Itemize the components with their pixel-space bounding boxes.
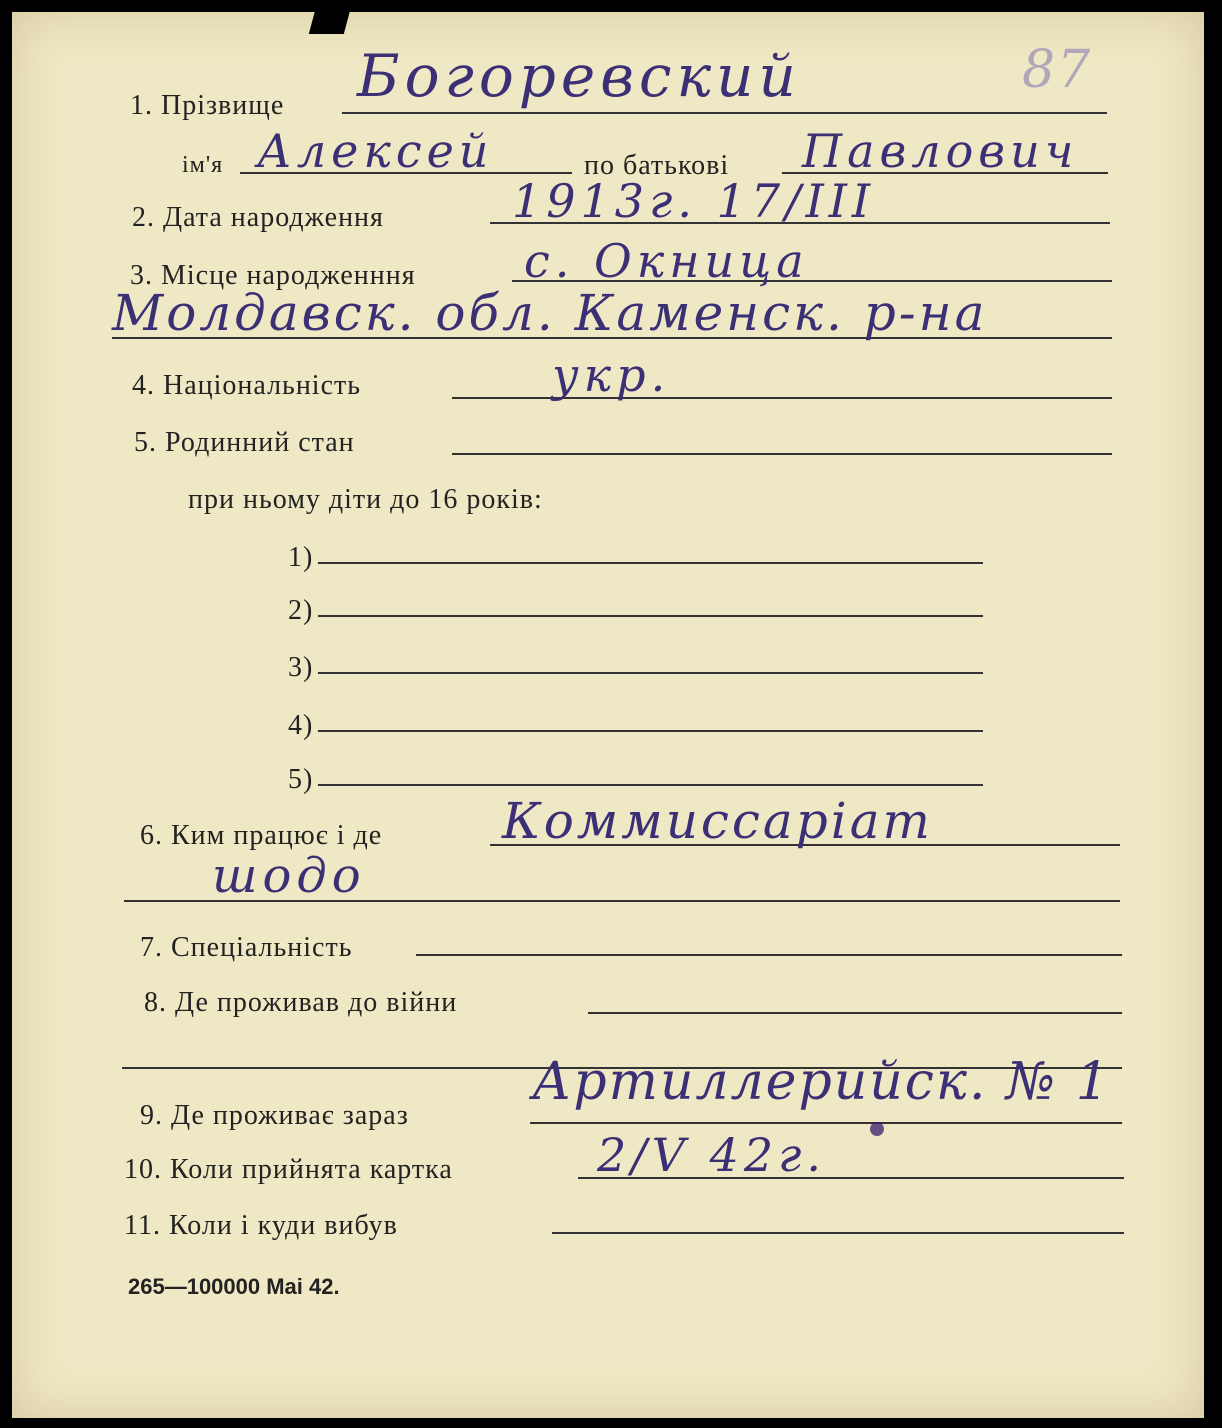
current-residence-label: 9. Де проживає зараз — [140, 1100, 409, 1131]
surname-label: 1. Прізвище — [130, 90, 285, 121]
child-number-5: 5) — [288, 764, 314, 795]
card-accepted-label: 10. Коли прийнята картка — [124, 1154, 453, 1185]
specialty-label: 7. Спеціальність — [140, 932, 353, 963]
birth-place-label: 3. Місце народженння — [130, 260, 416, 291]
child-number-2: 2) — [288, 595, 314, 626]
marital-status-label: 5. Родинний стан — [134, 427, 355, 458]
birth-date-value: 1913г. 17/III — [512, 174, 876, 228]
nationality-label: 4. Національність — [132, 370, 362, 401]
stamp-number: 87 — [1022, 40, 1093, 100]
child-line-3 — [318, 672, 983, 674]
prewar-residence-label: 8. Де проживав до війни — [144, 987, 458, 1018]
nationality-line — [452, 397, 1112, 399]
child-number-1: 1) — [288, 542, 314, 573]
surname-line — [342, 112, 1107, 114]
departed-label: 11. Коли і куди вибув — [124, 1210, 398, 1241]
patronymic-value: Павлович — [802, 124, 1079, 178]
departed-line — [552, 1232, 1124, 1234]
marital-status-line — [452, 453, 1112, 455]
child-number-4: 4) — [288, 710, 314, 741]
current-residence-value: Артиллерийск. № 1 — [532, 1052, 1111, 1112]
card-accepted-value: 2/V 42г. — [597, 1128, 827, 1182]
birth-place-value: с. Окница — [524, 234, 809, 288]
workplace-value: Коммиссаріат — [502, 792, 933, 850]
workplace-label: 6. Ким працює і де — [140, 820, 383, 851]
child-line-1 — [318, 562, 983, 564]
ink-blot — [870, 1122, 884, 1136]
child-line-5 — [318, 784, 983, 786]
specialty-line — [416, 954, 1122, 956]
patronymic-label: по батькові — [584, 150, 730, 181]
nationality-value: укр. — [552, 348, 671, 402]
print-code: 265—100000 Mai 42. — [128, 1274, 340, 1299]
first-name-value: Алексей — [257, 124, 494, 178]
first-name-label: ім'я — [182, 152, 224, 178]
birth-place-value-2: Молдавск. обл. Каменск. р-на — [112, 284, 988, 342]
child-line-4 — [318, 730, 983, 732]
birth-date-label: 2. Дата народження — [132, 202, 384, 233]
surname-value: Богоревский — [357, 42, 801, 110]
prewar-residence-line — [588, 1012, 1122, 1014]
current-residence-line — [530, 1122, 1122, 1124]
children-label: при ньому діти до 16 років: — [188, 484, 543, 515]
workplace-value-2: шодо — [212, 848, 366, 904]
child-number-3: 3) — [288, 652, 314, 683]
child-line-2 — [318, 615, 983, 617]
registration-card — [12, 12, 1204, 1418]
